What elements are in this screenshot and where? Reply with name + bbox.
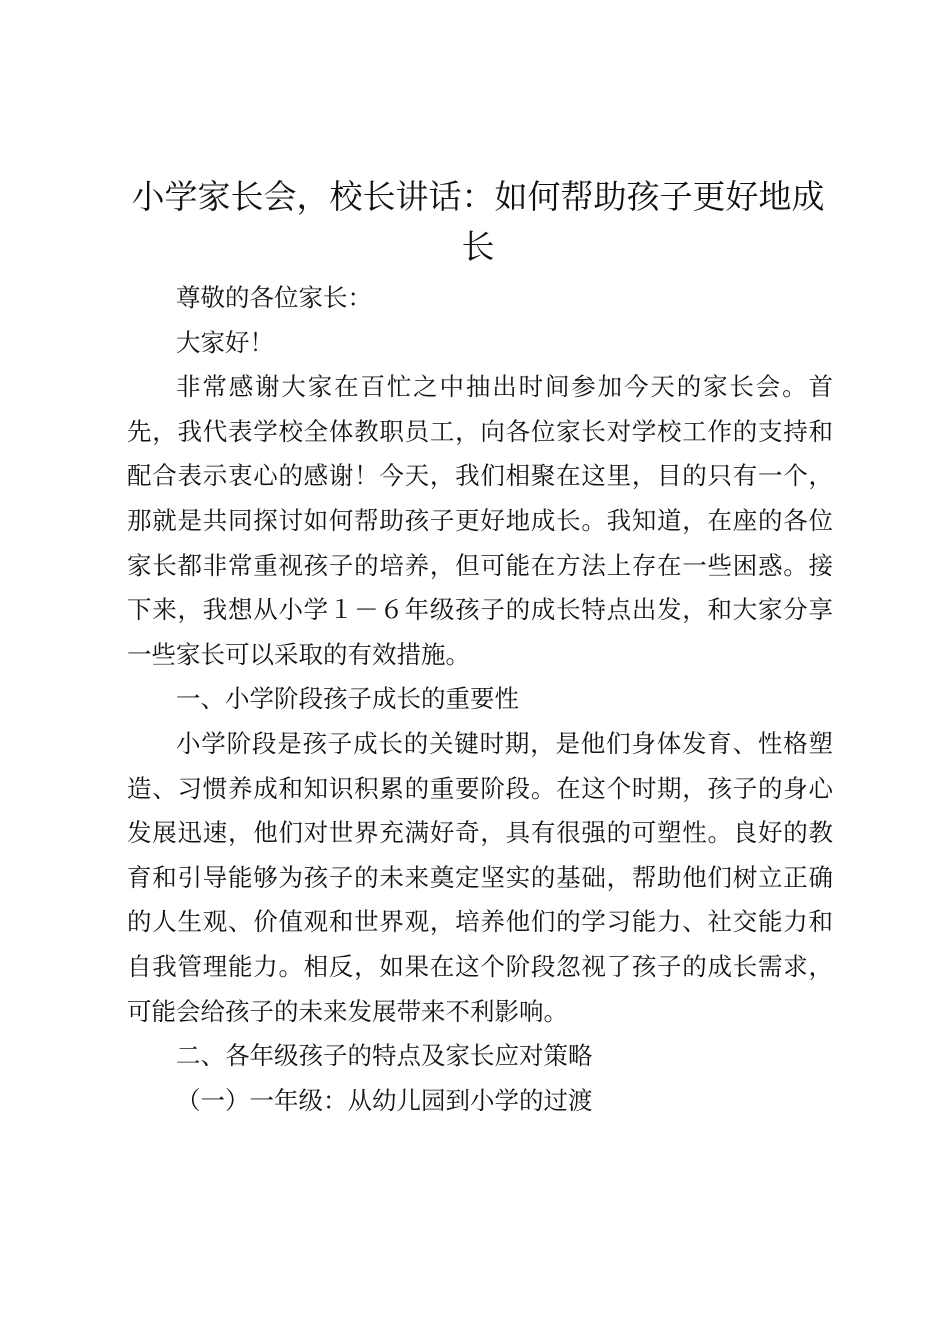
subsection-heading-grade-one: （一）一年级：从幼儿园到小学的过渡: [176, 1085, 593, 1115]
section-paragraph-importance: 小学阶段是孩子成长的关键时期，是他们身体发育、性格塑造、习惯养成和知识积累的重要阶段。在这个时期，孩子的身心发展迅速，他们对世界充满好奇，具有很强的可塑性。良好的教育和引导能够为孩子的未来奠定坚实的基础，帮助他们树立正确的人生观、价值观和世界观，培养他们的学习能力、社交能力和自我管理能力。相反，如果在这个阶段忽视了孩子的成长需求，可能会给孩子的未来发展带来不利影响。: [127, 728, 833, 1026]
greeting: 大家好！: [176, 327, 274, 357]
document-body: [127, 276, 833, 1123]
section-heading-importance: 一、小学阶段孩子成长的重要性: [176, 684, 519, 714]
intro-paragraph: 非常感谢大家在百忙之中抽出时间参加今天的家长会。首先，我代表学校全体教职员工，向各位家长对学校工作的支持和配合表示衷心的感谢！今天，我们相聚在这里，目的只有一个，那就是共同探讨如何帮助孩子更好地成长。我知道，在座的各位家长都非常重视孩子的培养，但可能在方法上存在一些困惑。接下来，我想从小学１－６年级孩子的成长特点出发，和大家分享一些家长可以采取的有效措施。: [127, 372, 833, 669]
salutation: 尊敬的各位家长：: [176, 283, 372, 312]
section-heading-grade-strategies: 二、各年级孩子的特点及家长应对策略: [176, 1041, 593, 1071]
document-title: 小学家长会，校长讲话：如何帮助孩子更好地成长: [131, 177, 825, 266]
